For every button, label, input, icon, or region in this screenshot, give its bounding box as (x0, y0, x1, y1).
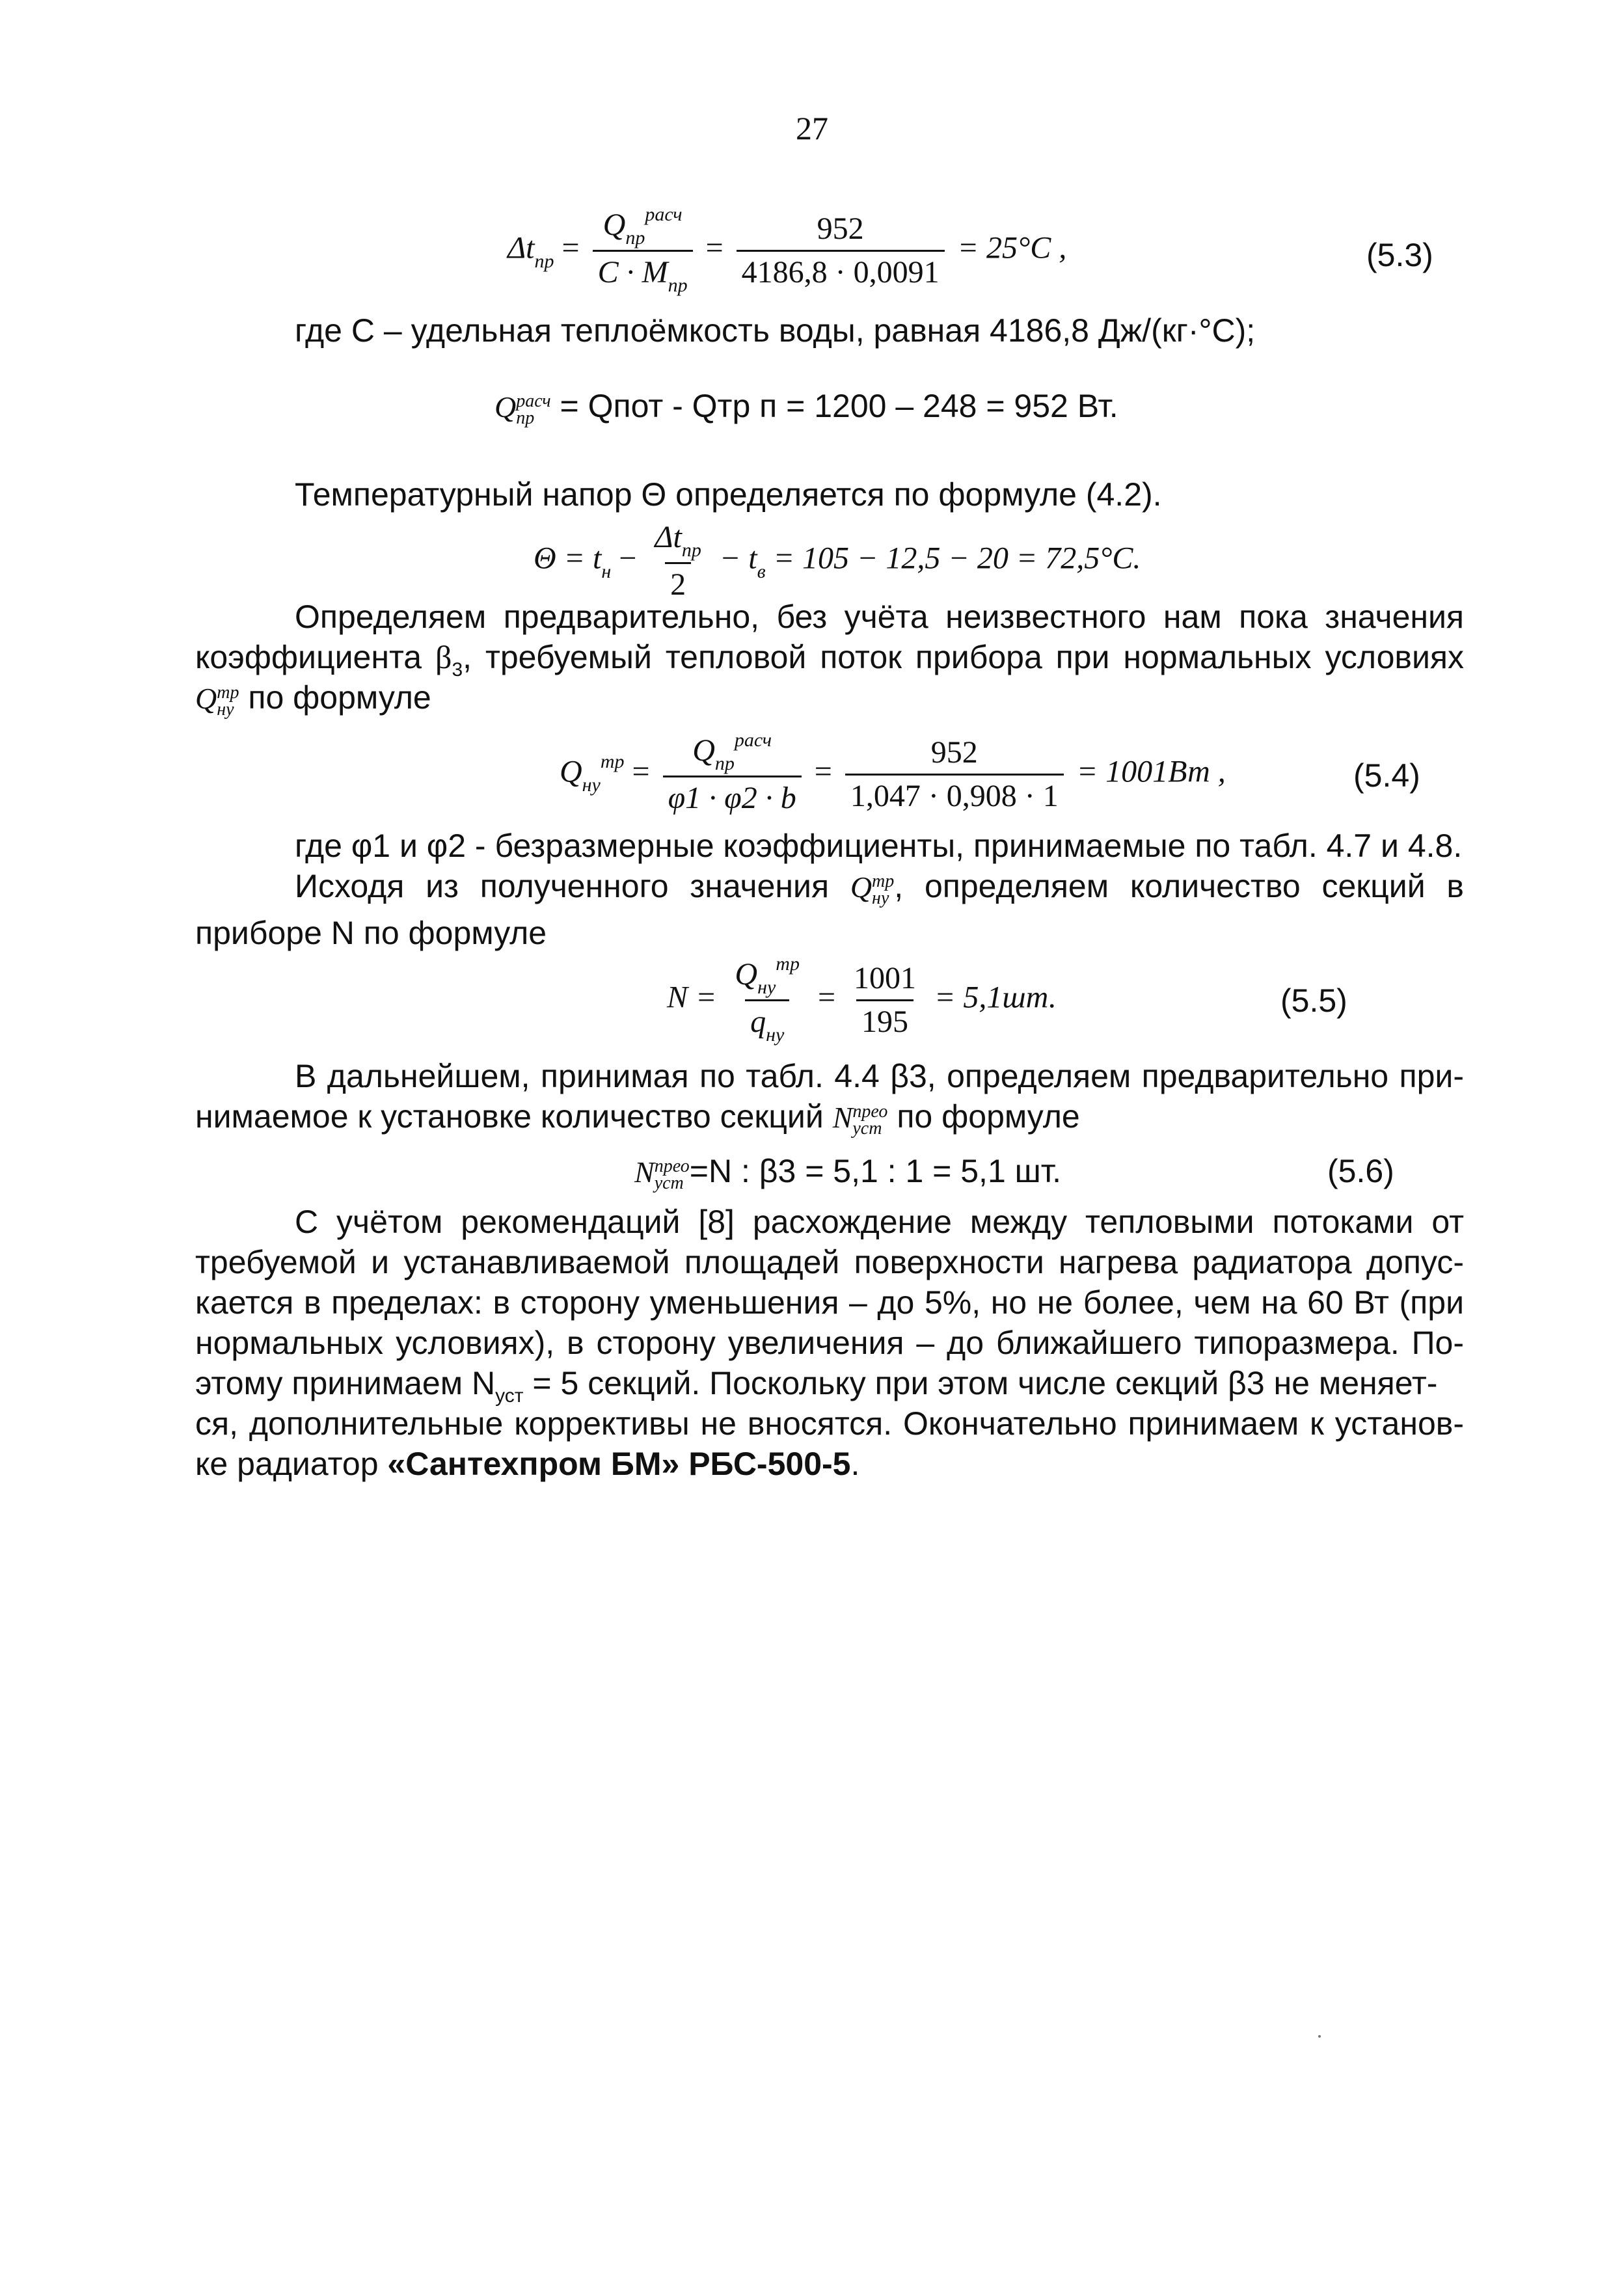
paragraph-4-line-3: кается в пределах: в сторону уменьшения – до 5%, но не более, чем на 60 Вт (при (195, 1284, 1464, 1321)
theta-intro-line: Температурный напор Θ определяется по формуле (4.2). (295, 476, 1162, 513)
paragraph-1-line-1: Определяем предварительно, без учёта неизвестного нам пока значения (295, 599, 1464, 635)
paragraph-2-line-2: приборе N по формуле (195, 915, 547, 951)
equation-tag-5-5: (5.5) (1280, 982, 1347, 1019)
paragraph-3-line-1: В дальнейшем, принимая по табл. 4.4 β3, определяем предварительно при- (295, 1058, 1464, 1094)
paragraph-1-line-3: Q тр ну по формуле (195, 679, 431, 720)
paragraph-2-line-1: Исходя из полученного значения Q тр ну , определяем количество секций в (295, 868, 1464, 909)
formula-5-5: N = $\frac{Q_{ну}^{тр}}{q_{ну}}$ = $\frac{1001}{195}$ = 5,1шт. (667, 953, 1057, 1046)
paragraph-4-line-6: ся, дополнительные коррективы не вносятся. Окончательно принимаем к установ- (195, 1405, 1464, 1442)
q-definition-line: Q расч пр = Qпот - Qтр п = 1200 – 248 = 952 Вт. (494, 388, 1118, 429)
paragraph-4-line-5: этому принимаем $N_{уст} = 5$ секций. Поскольку при этом числе секций β3 не меняет- (195, 1365, 1438, 1407)
paragraph-1-line-2: коэффициента $\beta_3$, требуемый тепловой поток прибора при нормальных условиях (195, 639, 1464, 681)
equation-tag-5-3: (5.3) (1366, 237, 1433, 273)
radiator-model: «Сантехпром БМ» РБС-500-5 (387, 1446, 851, 1482)
formula-5-3: $\Delta t_{пр}$ = $\frac{Q_{пр}^{расч}}{C \cdot M_{пр}}$ = $\frac{952}{4186,8 \cdot 0,0091}$ = 25°C , (508, 204, 1067, 296)
paragraph-3-line-2: нимаемое к установке количество секций N прео уст по формуле (195, 1098, 1080, 1139)
page-number: 27 (796, 110, 828, 146)
formula-5-4: $Q_{ну}^{тр}$ = $\frac{Q_{пр}^{расч}}{\varphi 1 \cdot \varphi 2 \cdot b}$ = $\frac{952}{1,047 \cdot 0,908 \cdot 1}$ = 1001Вт , (560, 729, 1226, 815)
equation-tag-5-6: (5.6) (1327, 1153, 1394, 1189)
phi-coefficients-line: где φ1 и φ2 - безразмерные коэффициенты, принимаемые по табл. 4.7 и 4.8. (295, 828, 1463, 864)
formula-5-6: N прео уст =N : β3 = 5,1 : 1 = 5,1 шт. (634, 1153, 1062, 1194)
paragraph-4-line-4: нормальных условиях), в сторону увеличения – до ближайшего типоразмера. По- (195, 1325, 1464, 1361)
paragraph-4-line-2: требуемой и устанавливаемой площадей поверхности нагрева радиатора допус- (195, 1244, 1464, 1280)
equation-tag-5-4: (5.4) (1353, 757, 1420, 794)
scan-speck (1318, 2035, 1321, 2038)
paragraph-4-line-1: С учётом рекомендаций [8] расхождение между тепловыми потоками от (295, 1204, 1464, 1240)
paragraph-4-line-7: ке радиатор «Сантехпром БМ» РБС-500-5. (195, 1446, 860, 1482)
formula-theta: $\Theta = t_н$ − $\frac{\Delta t_{пр}}{2}$ − $t_в = 105 - 12,5 - 20 = 72,5^\circ C$. (534, 520, 1141, 602)
heat-capacity-line: где С – удельная теплоёмкость воды, равная 4186,8 Дж/(кг·°С); (295, 312, 1256, 349)
